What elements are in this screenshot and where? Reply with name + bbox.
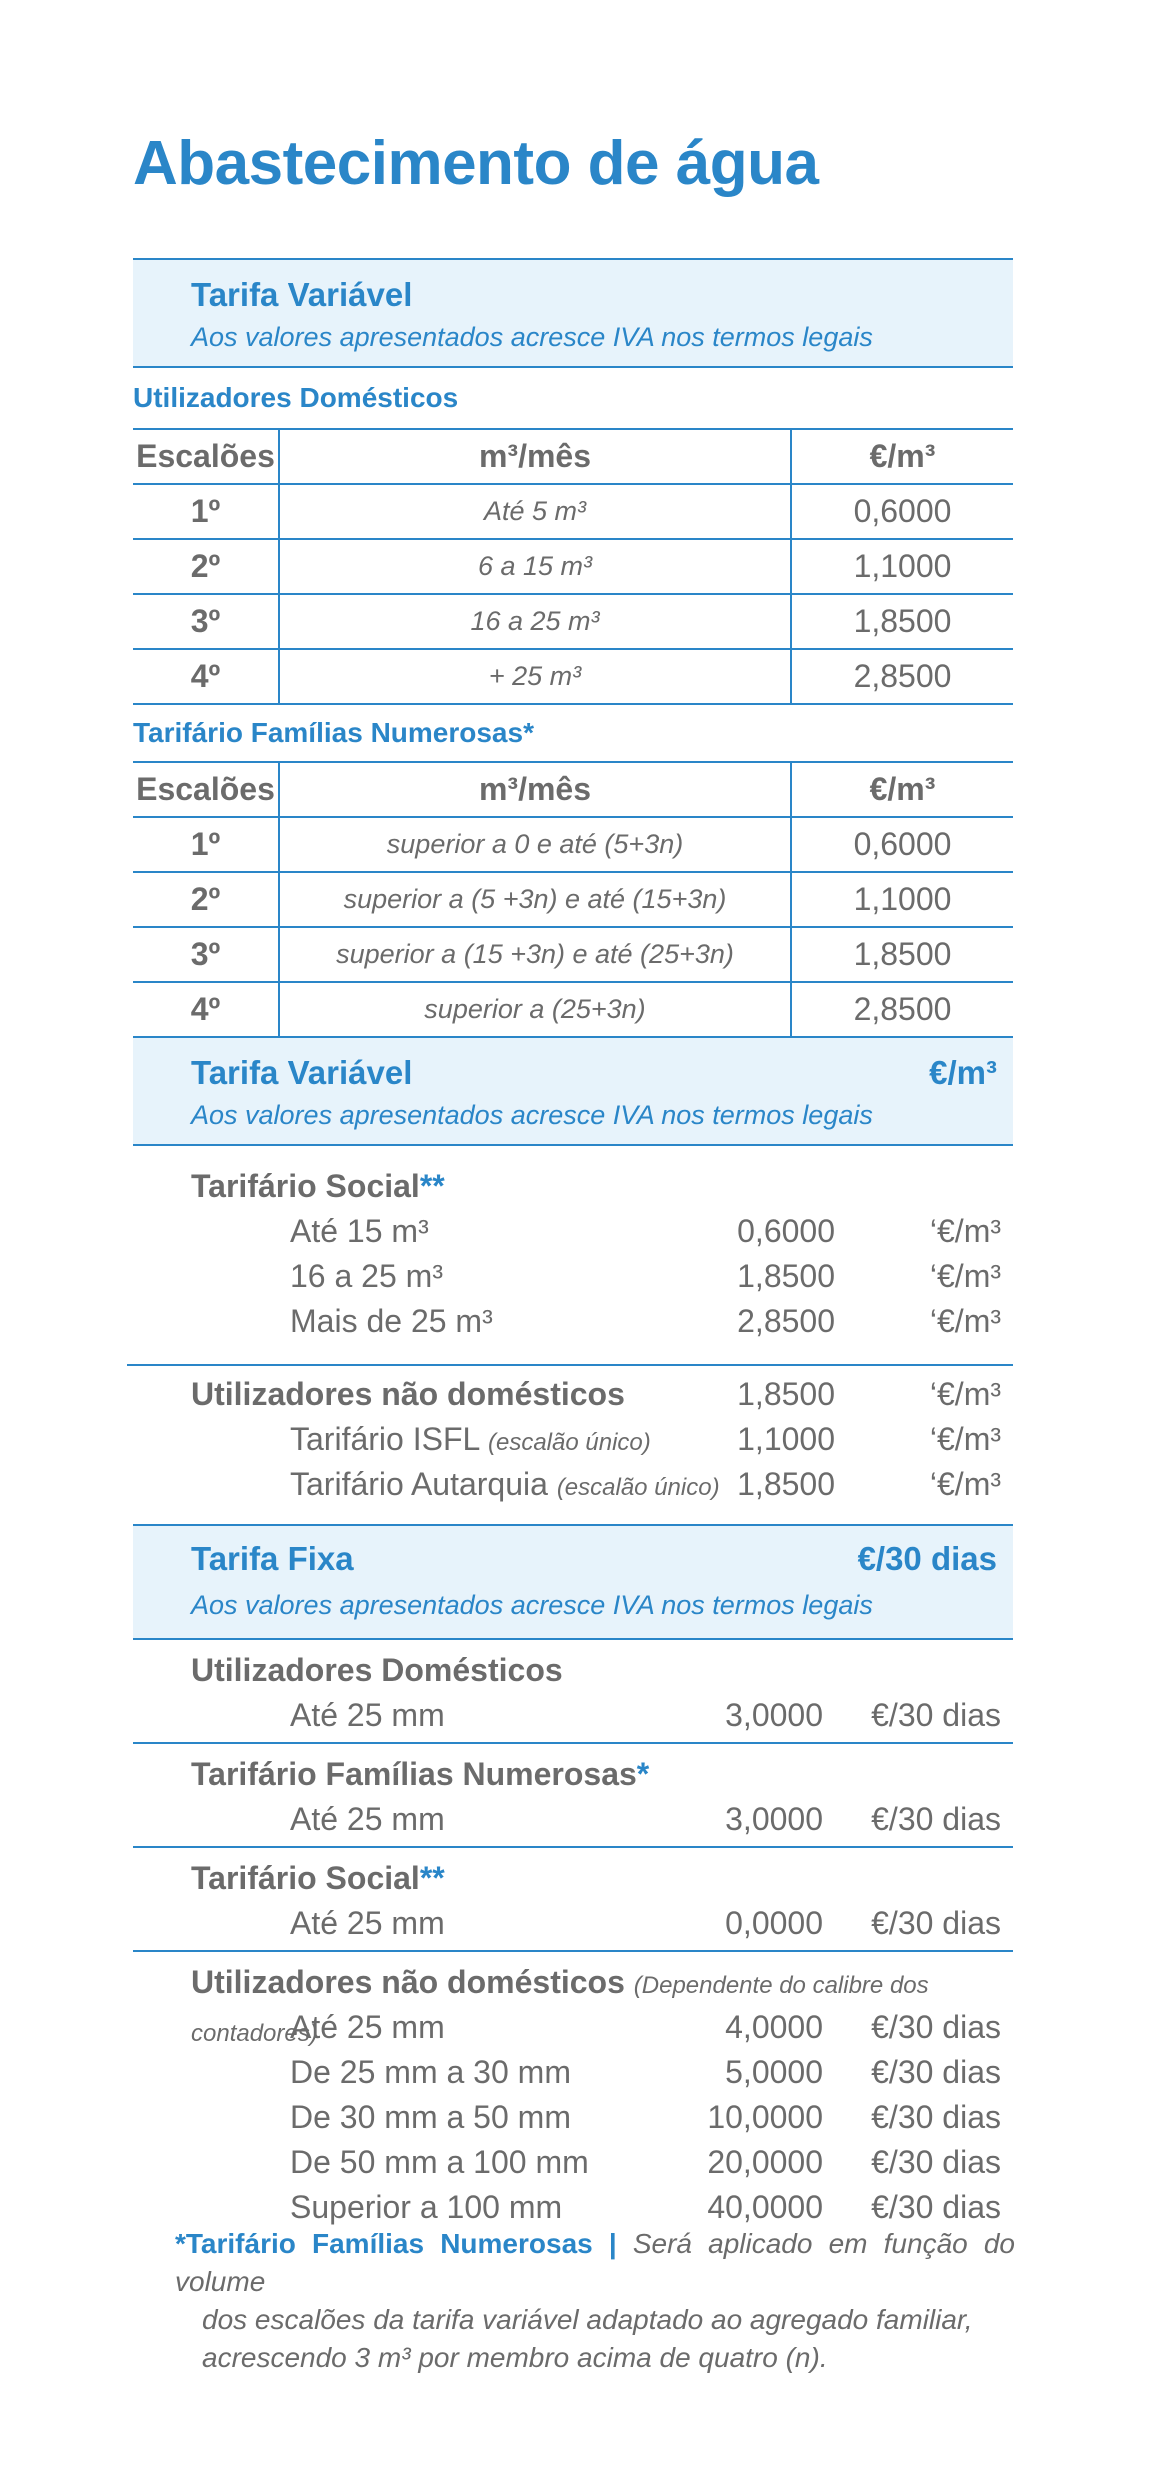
item-value: 4,0000 bbox=[725, 2009, 823, 2045]
non-domestic-variable bbox=[133, 1366, 1013, 1524]
col-header-volume: m³/mês bbox=[279, 762, 791, 817]
social-heading bbox=[191, 1164, 445, 1209]
heading-text: Utilizadores não domésticos bbox=[191, 1964, 625, 2000]
item-label: Superior a 100 mm bbox=[290, 2189, 563, 2225]
volume-cell: Até 5 m³ bbox=[279, 484, 791, 539]
price-cell: 2,8500 bbox=[791, 982, 1013, 1037]
list-item bbox=[133, 2140, 1013, 2185]
tier-cell: 2º bbox=[133, 872, 279, 927]
fixed-large-families-heading bbox=[191, 1752, 649, 1797]
item-value: 0,0000 bbox=[725, 1905, 823, 1941]
band-subtitle: Aos valores apresentados acresce IVA nos termos legais bbox=[191, 1100, 873, 1130]
section-heading-row bbox=[133, 1372, 1013, 1417]
band-unit: €/30 dias bbox=[857, 1540, 997, 1577]
list-item bbox=[133, 2050, 1013, 2095]
list-item bbox=[133, 2185, 1013, 2230]
section-heading-row bbox=[133, 1856, 1013, 1901]
col-header-price: €/m³ bbox=[791, 762, 1013, 817]
footnote-marker: ** bbox=[419, 1168, 445, 1204]
list-item bbox=[133, 1209, 1013, 1254]
tier-cell: 4º bbox=[133, 982, 279, 1037]
item-label: 16 a 25 m³ bbox=[290, 1258, 443, 1294]
col-header-volume: m³/mês bbox=[279, 429, 791, 484]
tier-cell: 1º bbox=[133, 484, 279, 539]
band-subtitle: Aos valores apresentados acresce IVA nos termos legais bbox=[191, 322, 873, 352]
list-item bbox=[133, 1693, 1013, 1738]
footnote-line bbox=[175, 2225, 1015, 2301]
item-unit: ‘€/m³ bbox=[929, 1421, 1001, 1457]
item-unit: ‘€/m³ bbox=[929, 1258, 1001, 1294]
footnote-head: *Tarifário Famílias Numerosas | bbox=[175, 2228, 617, 2259]
item-label: Até 15 m³ bbox=[290, 1213, 429, 1249]
footnote-marker: * bbox=[636, 1756, 650, 1792]
tier-cell: 3º bbox=[133, 927, 279, 982]
col-header-price: €/m³ bbox=[791, 429, 1013, 484]
item-value: 40,0000 bbox=[707, 2189, 823, 2225]
item-value: 0,6000 bbox=[737, 1213, 835, 1249]
item-value: 20,0000 bbox=[707, 2144, 823, 2180]
item-unit: ‘€/m³ bbox=[929, 1466, 1001, 1502]
item-label bbox=[290, 1462, 720, 1510]
list-item bbox=[133, 1797, 1013, 1842]
fixed-non-domestic bbox=[133, 1952, 1013, 2240]
band-title: Tarifa Fixa bbox=[191, 1540, 354, 1577]
item-label: De 30 mm a 50 mm bbox=[290, 2099, 571, 2135]
item-unit: €/30 dias bbox=[871, 2144, 1001, 2180]
band-subtitle: Aos valores apresentados acresce IVA nos termos legais bbox=[191, 1590, 873, 1620]
page-title: Abastecimento de água bbox=[133, 129, 819, 198]
item-unit: ‘€/m³ bbox=[929, 1376, 1001, 1412]
domestic-users-heading: Utilizadores Domésticos bbox=[133, 382, 459, 413]
large-families-heading: Tarifário Famílias Numerosas* bbox=[133, 717, 534, 748]
section-heading-row bbox=[133, 1752, 1013, 1797]
item-value: 2,8500 bbox=[737, 1303, 835, 1339]
large-families-tiers-table bbox=[133, 761, 1013, 1038]
item-note: (escalão único) bbox=[556, 1474, 720, 1501]
price-cell: 1,8500 bbox=[791, 594, 1013, 649]
footnote-line: acrescendo 3 m³ por membro acima de quatro (n). bbox=[202, 2342, 828, 2373]
col-header-tiers: Escalões bbox=[133, 429, 279, 484]
section-heading-row bbox=[133, 1648, 1013, 1693]
domestic-tiers-table bbox=[133, 428, 1013, 705]
footnote-marker: ** bbox=[419, 1860, 445, 1896]
fixed-tariff-band bbox=[133, 1524, 1013, 1640]
tier-cell: 2º bbox=[133, 539, 279, 594]
table-row bbox=[133, 982, 1013, 1037]
footnote-text: Será aplicado em função do volume bbox=[175, 2228, 1016, 2297]
table-row bbox=[133, 927, 1013, 982]
volume-cell: superior a (15 +3n) e até (25+3n) bbox=[279, 927, 791, 982]
fixed-social bbox=[133, 1848, 1013, 1950]
item-label: De 50 mm a 100 mm bbox=[290, 2144, 589, 2180]
heading-text: Tarifário Social bbox=[191, 1860, 420, 1896]
item-unit: €/30 dias bbox=[871, 2189, 1001, 2225]
item-unit: €/30 dias bbox=[871, 1801, 1001, 1837]
band-unit: €/m³ bbox=[929, 1054, 997, 1091]
volume-cell: superior a (25+3n) bbox=[279, 982, 791, 1037]
item-unit: €/30 dias bbox=[871, 1905, 1001, 1941]
list-item bbox=[133, 1417, 1013, 1462]
list-item bbox=[133, 1254, 1013, 1299]
item-unit: €/30 dias bbox=[871, 2099, 1001, 2135]
volume-cell: superior a 0 e até (5+3n) bbox=[279, 817, 791, 872]
tier-cell: 4º bbox=[133, 649, 279, 704]
item-unit: €/30 dias bbox=[871, 2009, 1001, 2045]
band-title: Tarifa Variável bbox=[191, 276, 413, 313]
table-row bbox=[133, 872, 1013, 927]
item-label: De 25 mm a 30 mm bbox=[290, 2054, 571, 2090]
item-label-text: Tarifário ISFL bbox=[290, 1421, 480, 1457]
item-value: 1,8500 bbox=[737, 1466, 835, 1502]
price-cell: 1,1000 bbox=[791, 539, 1013, 594]
price-cell: 0,6000 bbox=[791, 817, 1013, 872]
price-cell: 1,1000 bbox=[791, 872, 1013, 927]
table-row bbox=[133, 817, 1013, 872]
band-title: Tarifa Variável bbox=[191, 1054, 413, 1091]
volume-cell: 6 a 15 m³ bbox=[279, 539, 791, 594]
variable-tariff-band bbox=[133, 258, 1013, 368]
item-unit: ‘€/m³ bbox=[929, 1213, 1001, 1249]
table-row bbox=[133, 484, 1013, 539]
heading-note: (Dependente do calibre dos contadores) bbox=[191, 1972, 929, 2047]
item-value: 1,8500 bbox=[737, 1376, 835, 1412]
price-cell: 0,6000 bbox=[791, 484, 1013, 539]
list-item bbox=[133, 1299, 1013, 1344]
heading-text: Tarifário Famílias Numerosas bbox=[191, 1756, 637, 1792]
tariff-content bbox=[133, 258, 1013, 2240]
table-row bbox=[133, 649, 1013, 704]
item-label bbox=[290, 1417, 651, 1465]
item-unit: €/30 dias bbox=[871, 2054, 1001, 2090]
list-item bbox=[133, 1901, 1013, 1946]
volume-cell: superior a (5 +3n) e até (15+3n) bbox=[279, 872, 791, 927]
tier-cell: 3º bbox=[133, 594, 279, 649]
table-header-row bbox=[133, 429, 1013, 484]
item-value: 1,8500 bbox=[737, 1258, 835, 1294]
volume-cell: + 25 m³ bbox=[279, 649, 791, 704]
item-value: 1,1000 bbox=[737, 1421, 835, 1457]
non-domestic-heading: Utilizadores não domésticos bbox=[191, 1376, 625, 1412]
item-note: (escalão único) bbox=[487, 1429, 651, 1456]
fixed-large-families bbox=[133, 1744, 1013, 1846]
price-cell: 1,8500 bbox=[791, 927, 1013, 982]
list-item bbox=[133, 1462, 1013, 1507]
section-heading-row bbox=[133, 1164, 1013, 1209]
col-header-tiers: Escalões bbox=[133, 762, 279, 817]
item-unit: €/30 dias bbox=[871, 1697, 1001, 1733]
variable-tariff-band-2 bbox=[133, 1038, 1013, 1146]
item-label-text: Tarifário Autarquia bbox=[290, 1466, 548, 1502]
item-label: Mais de 25 m³ bbox=[290, 1303, 493, 1339]
item-value: 10,0000 bbox=[707, 2099, 823, 2135]
price-cell: 2,8500 bbox=[791, 649, 1013, 704]
volume-cell: 16 a 25 m³ bbox=[279, 594, 791, 649]
table-row bbox=[133, 594, 1013, 649]
social-tariff-variable bbox=[133, 1146, 1013, 1364]
footnote-line: dos escalões da tarifa variável adaptado ao agregado familiar, bbox=[202, 2304, 973, 2335]
item-label: Até 25 mm bbox=[290, 1905, 445, 1941]
tier-cell: 1º bbox=[133, 817, 279, 872]
item-label: Até 25 mm bbox=[290, 1697, 445, 1733]
item-value: 5,0000 bbox=[725, 2054, 823, 2090]
item-label: Até 25 mm bbox=[290, 1801, 445, 1837]
table-row bbox=[133, 539, 1013, 594]
table-header-row bbox=[133, 762, 1013, 817]
fixed-social-heading bbox=[191, 1856, 445, 1901]
footnote bbox=[175, 2225, 1015, 2377]
list-item bbox=[133, 2005, 1013, 2050]
fixed-domestic-heading: Utilizadores Domésticos bbox=[191, 1652, 563, 1688]
item-value: 3,0000 bbox=[725, 1801, 823, 1837]
item-label: Até 25 mm bbox=[290, 2009, 445, 2045]
item-value: 3,0000 bbox=[725, 1697, 823, 1733]
social-heading-text: Tarifário Social bbox=[191, 1168, 420, 1204]
list-item bbox=[133, 2095, 1013, 2140]
item-unit: ‘€/m³ bbox=[929, 1303, 1001, 1339]
fixed-domestic bbox=[133, 1640, 1013, 1742]
